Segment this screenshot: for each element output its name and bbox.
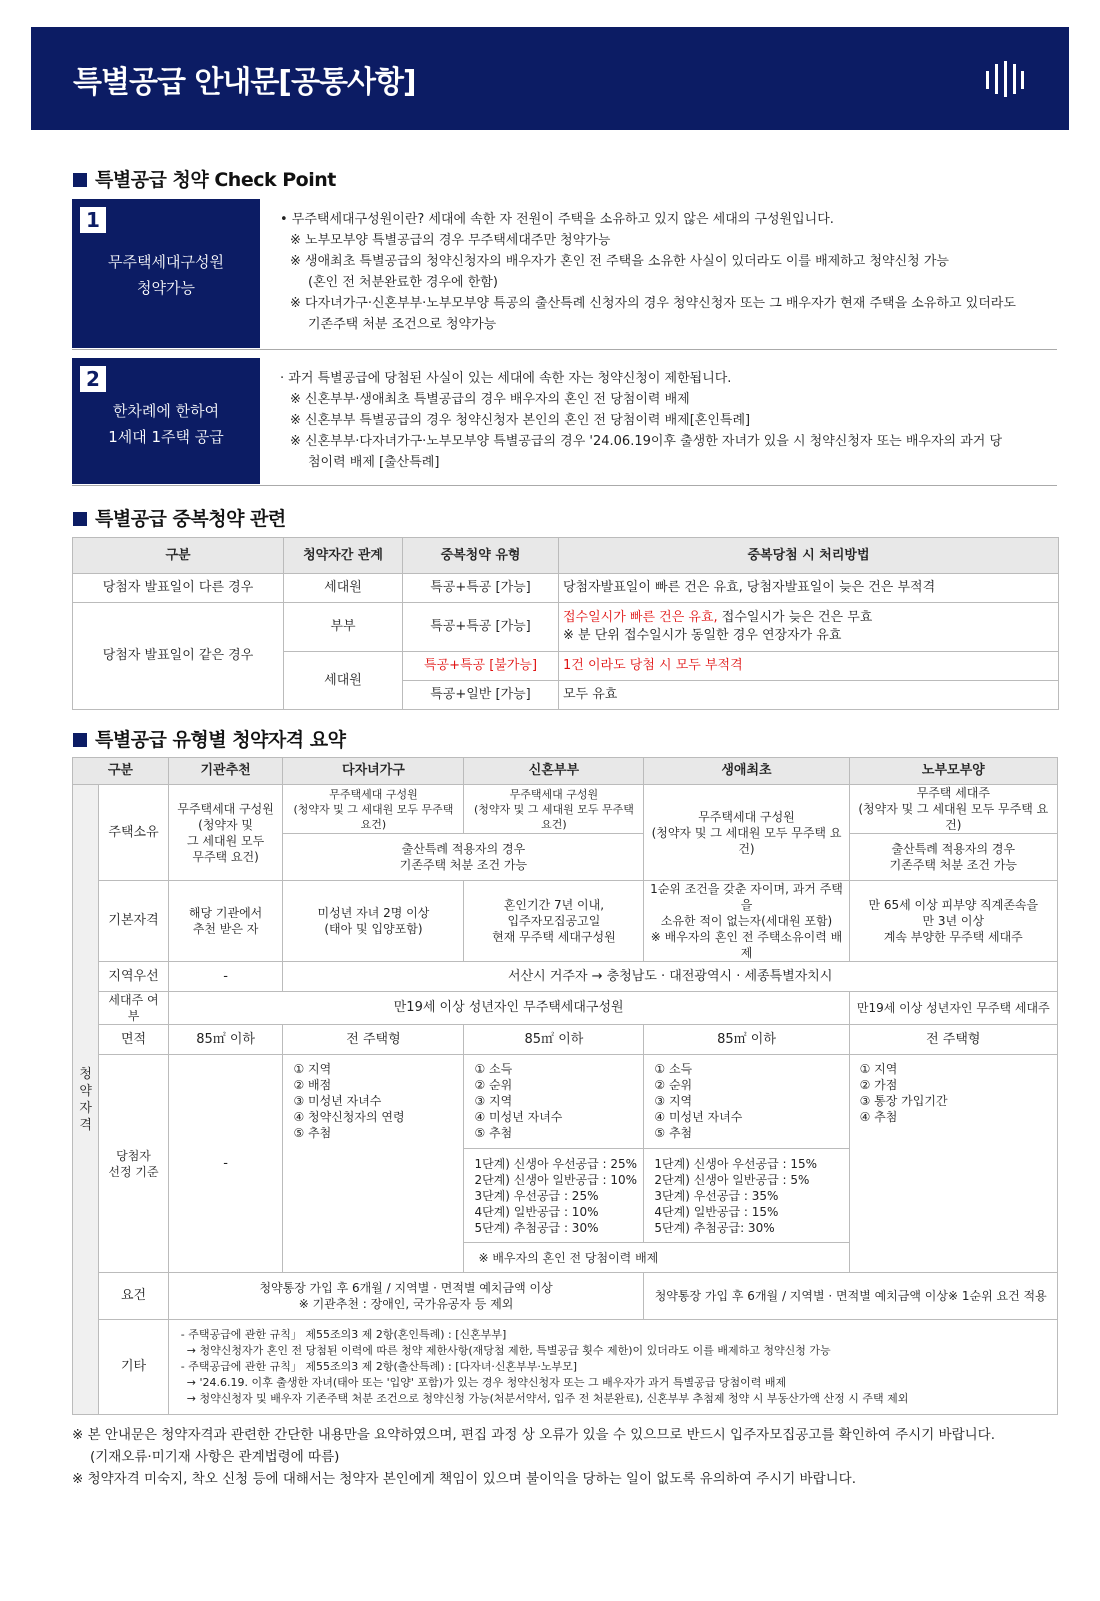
section-qualification-heading: 특별공급 유형별 청약자격 요약: [73, 725, 345, 752]
checkpoint-line: ※ 신혼부부·다자녀가구·노부모부양 특별공급의 경우 '24.06.19이후 출생한 자녀가 있을 시 청약신청자 또는 배우자의 과거 당: [290, 434, 1003, 449]
table-cell: 전 주택형: [849, 1025, 1057, 1055]
table-cell: 당첨자발표일이 빠른 건은 유효, 당첨자발표일이 늦은 건은 부적격: [559, 574, 1059, 603]
footnote: (기재오류·미기재 사항은 관계법령에 따름): [90, 1449, 340, 1465]
table-cell: 세대원: [284, 652, 403, 710]
table-cell: - 주택공급에 관한 규칙」 제55조의3 제 2항(혼인특례) : [신혼부부] → 청약신청자가 혼인 전 당첨된 이력에 따른 청약 제한사항(재당첨 제한, 특별공급 횟수 제한)이 있더라도 이를 배제하고 청약신청 가능 - 주택공급에 관한 규칙」 제55조의3 제 2항(출산특례) : [다자녀·신혼부부·노부모] → '24.6.19. 이후 출생한 자녀(태아 또는 '입양' 포함)가 있는 경우 청약신청자 또는 그 배우자가 과거 특별공급 당첨이력 배제 → 청약신청자 및 배우자 기존주택 처분 조건으로 청약신청 가능(처분서약서, 입주 전 처분완료), 신혼부부 추첨제 청약 시 부동산가액 산정 시 주택 제외: [168, 1320, 1057, 1415]
checkpoint-line: • 무주택세대구성원이란? 세대에 속한 자 전원이 주택을 소유하고 있지 않은 세대의 구성원입니다.: [280, 212, 834, 227]
checkpoint-number: 2: [80, 366, 106, 392]
table-cell: 모두 유효: [559, 681, 1059, 710]
table-row: [73, 1320, 1058, 1415]
checkpoint-line: (혼인 전 처분완료한 경우에 한함): [308, 275, 498, 290]
checkpoint-2-body: [280, 368, 1057, 473]
table-header-row: [73, 758, 1058, 785]
column-header: 노부모부양: [849, 758, 1057, 785]
table-row: [73, 962, 1058, 992]
column-header: 중복청약 유형: [403, 538, 559, 574]
column-header: 중복당첨 시 처리방법: [559, 538, 1059, 574]
table-cell: 혼인기간 7년 이내, 입주자모집공고일 현재 무주택 세대구성원: [464, 881, 644, 962]
table-row: [73, 1055, 1058, 1149]
checkpoint-line: ※ 다자녀가구·신혼부부·노부모부양 특공의 출산특례 신청자의 경우 청약신청자 또는 그 배우자가 현재 주택을 소유하고 있더라도: [290, 296, 1016, 311]
table-cell: -: [168, 1055, 283, 1273]
row-label: 주택소유: [99, 785, 168, 881]
table-cell: 미성년 자녀 2명 이상 (태아 및 입양포함): [283, 881, 464, 962]
table-cell: 세대원: [284, 574, 403, 603]
table-cell: 무주택세대 구성원 (청약자 및 그 세대원 모두 무주택 요건): [464, 785, 644, 834]
checkpoint-subtitle: 1세대 1주택 공급: [108, 428, 224, 446]
table-cell: 부부: [284, 603, 403, 652]
table-cell: 출산특례 적용자의 경우 기존주택 처분 조건 가능: [849, 834, 1057, 881]
checkpoint-title: 한차례에 한하여: [112, 402, 220, 420]
table-cell: 청약통장 가입 후 6개월 / 지역별 · 면적별 예치금액 이상 ※ 기관추천 : 장애인, 국가유공자 등 제외: [168, 1273, 644, 1320]
table-row: [73, 785, 1058, 834]
footnote: ※ 청약자격 미숙지, 착오 신청 등에 대해서는 청약자 본인에게 책임이 있으며 불이익을 당하는 일이 없도록 유의하여 주시기 바랍니다.: [72, 1471, 857, 1487]
checkpoint-number: 1: [80, 207, 106, 233]
table-cell: 만19세 이상 성년자인 무주택세대구성원: [168, 992, 849, 1025]
page-frame: [31, 27, 1069, 1566]
checkpoint-line: ※ 신혼부부 특별공급의 경우 청약신청자 본인의 혼인 전 당첨이력 배제[혼인특례]: [290, 413, 751, 428]
header-bar: [31, 27, 1069, 130]
table-cell: -: [168, 962, 283, 992]
table-cell: 당첨자 발표일이 다른 경우: [73, 574, 284, 603]
table-cell: 무주택세대 구성원 (청약자 및 그 세대원 모두 무주택 요건): [644, 785, 849, 881]
checkpoint-1: [72, 199, 1057, 350]
table-row: [73, 574, 1059, 603]
checkpoint-line: ※ 노부모부양 특별공급의 경우 무주택세대주만 청약가능: [290, 233, 611, 248]
table-cell: 무주택세대 구성원 (청약자 및 그 세대원 모두 무주택 요건): [283, 785, 464, 834]
document-page: [31, 27, 1069, 1566]
table-cell: 전 주택형: [283, 1025, 464, 1055]
page-title: 특별공급 안내문[공통사항]: [73, 65, 416, 100]
table-row: [73, 1273, 1058, 1320]
section-checkpoint-heading: 특별공급 청약 Check Point: [73, 165, 336, 192]
table-cell: 1순위 조건을 갖춘 자이며, 과거 주택을 소유한 적이 없는자(세대원 포함) ※ 배우자의 혼인 전 주택소유이력 배제: [644, 881, 849, 962]
table-cell: 특공+특공 [가능]: [403, 603, 559, 652]
table-header-row: [73, 538, 1059, 574]
row-label: 면적: [99, 1025, 168, 1055]
row-label: 기타: [99, 1320, 168, 1415]
table-cell: 만19세 이상 성년자인 무주택 세대주: [849, 992, 1057, 1025]
table-cell: 85㎡ 이하: [168, 1025, 283, 1055]
table-cell: 해당 기관에서 추천 받은 자: [168, 881, 283, 962]
table-row: [73, 881, 1058, 962]
table-cell: 1건 이라도 당첨 시 모두 부적격: [559, 652, 1059, 681]
checkpoint-2: [72, 358, 1057, 486]
column-header: 다자녀가구: [283, 758, 464, 785]
row-label: 지역우선: [99, 962, 168, 992]
table-cell: 무주택세대 구성원 (청약자 및 그 세대원 모두 무주택 요건): [168, 785, 283, 881]
checkpoint-line: ※ 생애최초 특별공급의 청약신청자의 배우자가 혼인 전 주택을 소유한 사실이 있더라도 이를 배제하고 청약신청 가능: [290, 254, 949, 269]
table-row: [73, 992, 1058, 1025]
table-cell: 1단계) 신생아 우선공급 : 15% 2단계) 신생아 일반공급 : 5% 3단계) 우선공급 : 35% 4단계) 일반공급 : 15% 5단계) 추첨공급: 30%: [644, 1149, 849, 1243]
table-cell: 당첨자 발표일이 같은 경우: [73, 603, 284, 710]
checkpoint-1-label: [72, 199, 260, 348]
table-cell: 1단계) 신생아 우선공급 : 25% 2단계) 신생아 일반공급 : 10% 3단계) 우선공급 : 25% 4단계) 일반공급 : 10% 5단계) 추첨공급 : 30%: [464, 1149, 644, 1243]
brand-logo-icon: [985, 59, 1025, 99]
table-cell: 85㎡ 이하: [644, 1025, 849, 1055]
checkpoint-line: ※ 신혼부부·생애최초 특별공급의 경우 배우자의 혼인 전 당첨이력 배제: [290, 392, 690, 407]
table-cell: 85㎡ 이하: [464, 1025, 644, 1055]
footnote: ※ 본 안내문은 청약자격과 관련한 간단한 내용만을 요약하였으며, 편집 과정 상 오류가 있을 수 있으므로 반드시 입주자모집공고를 확인하여 주시기 바랍니다.: [72, 1427, 996, 1443]
column-header: 구분: [73, 538, 284, 574]
table-cell: 특공+특공 [불가능]: [403, 652, 559, 681]
section-duplicate-heading: 특별공급 중복청약 관련: [73, 504, 286, 531]
checkpoint-line: 첨이력 배제 [출산특례]: [308, 455, 440, 470]
checkpoint-line: 기존주택 처분 조건으로 청약가능: [308, 317, 497, 332]
duplicate-table: [72, 537, 1059, 710]
row-label: 세대주 여부: [99, 992, 168, 1025]
table-row: [73, 603, 1059, 652]
column-header: 신혼부부: [464, 758, 644, 785]
qualification-table: [72, 757, 1058, 1415]
side-label: 청약자격: [73, 785, 99, 1415]
table-cell: 서산시 거주자 → 충청남도 · 대전광역시 · 세종특별자치시: [283, 962, 1058, 992]
row-label: 기본자격: [99, 881, 168, 962]
table-cell: 특공+일반 [가능]: [403, 681, 559, 710]
table-cell: ① 소득 ② 순위 ③ 지역 ④ 미성년 자녀수 ⑤ 추첨: [464, 1055, 644, 1149]
table-row: [73, 1025, 1058, 1055]
table-cell: ① 지역 ② 가점 ③ 통장 가입기간 ④ 추첨: [849, 1055, 1057, 1273]
table-cell: ① 소득 ② 순위 ③ 지역 ④ 미성년 자녀수 ⑤ 추첨: [644, 1055, 849, 1149]
column-header: 구분: [73, 758, 169, 785]
table-cell: 청약통장 가입 후 6개월 / 지역별 · 면적별 예치금액 이상※ 1순위 요건 적용: [644, 1273, 1058, 1320]
table-cell: 출산특례 적용자의 경우 기존주택 처분 조건 가능: [283, 834, 644, 881]
checkpoint-line: · 과거 특별공급에 당첨된 사실이 있는 세대에 속한 자는 청약신청이 제한됩니다.: [280, 371, 732, 386]
column-header: 기관추천: [168, 758, 283, 785]
checkpoint-2-label: [72, 358, 260, 484]
column-header: 생애최초: [644, 758, 849, 785]
column-header: 청약자간 관계: [284, 538, 403, 574]
table-cell: ※ 배우자의 혼인 전 당첨이력 배제: [464, 1243, 849, 1273]
row-label: 당첨자 선정 기준: [99, 1055, 168, 1273]
row-label: 요건: [99, 1273, 168, 1320]
footnotes: [72, 1424, 995, 1490]
checkpoint-title: 무주택세대구성원: [108, 253, 224, 271]
table-cell: 특공+특공 [가능]: [403, 574, 559, 603]
table-cell: 무주택 세대주 (청약자 및 그 세대원 모두 무주택 요건): [849, 785, 1057, 834]
checkpoint-1-body: [280, 209, 1057, 335]
table-cell: ① 지역 ② 배점 ③ 미성년 자녀수 ④ 청약신청자의 연령 ⑤ 추첨: [283, 1055, 464, 1273]
checkpoint-subtitle: 청약가능: [137, 279, 195, 297]
table-cell: 접수일시가 빠른 건은 유효, 접수일시가 늦은 건은 무효 ※ 분 단위 접수일시가 동일한 경우 연장자가 유효: [559, 603, 1059, 652]
table-cell: 만 65세 이상 피부양 직계존속을 만 3년 이상 계속 부양한 무주택 세대주: [849, 881, 1057, 962]
